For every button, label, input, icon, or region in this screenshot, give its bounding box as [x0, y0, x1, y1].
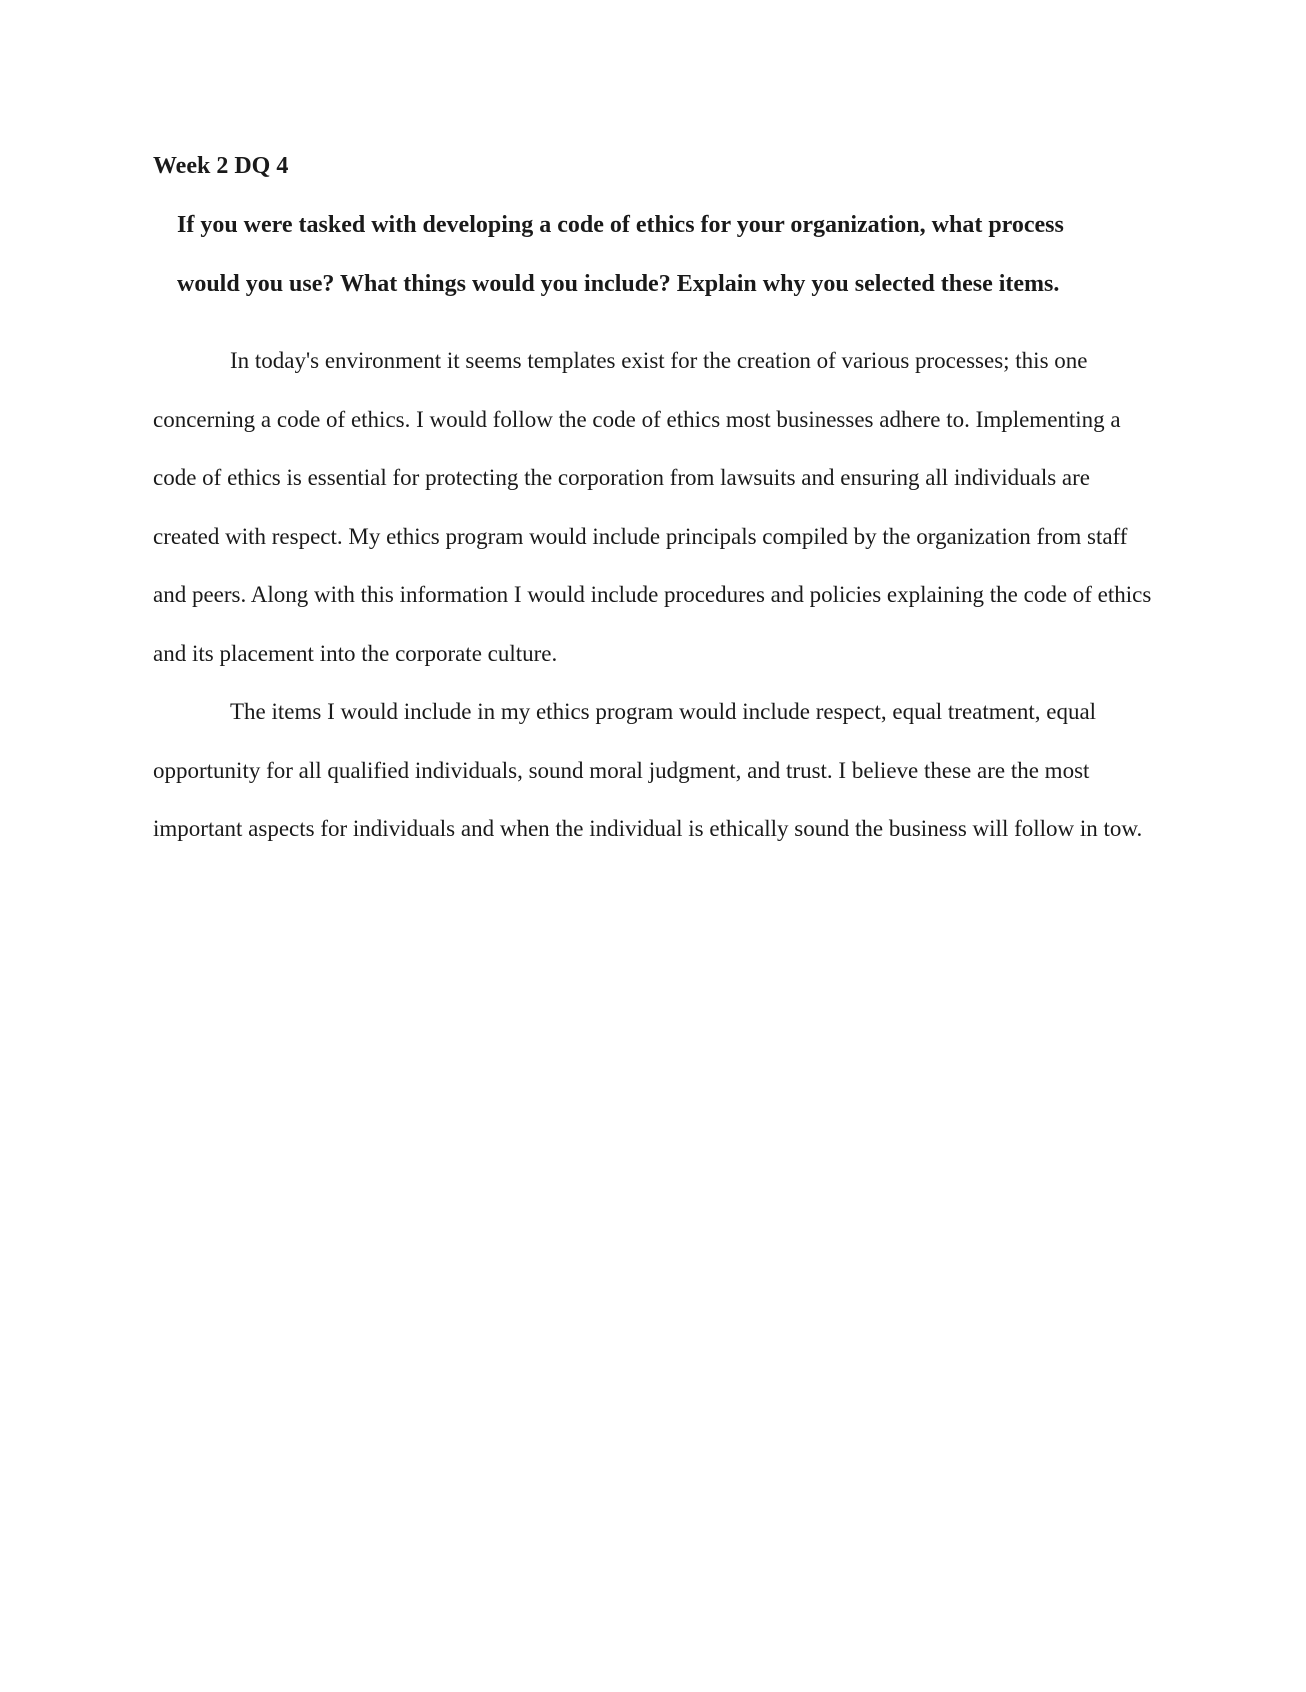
answer-paragraph-1: In today's environment it seems templates exist for the creation of various processes; this one concerning a code of ethics. I would follow the code of ethics most businesses adhere to. Implementing a code of ethics is essential for protecting the corporation from lawsuits and ensuring all individuals are created with respect. My ethics program would include principals compiled by the organization from staff and peers. Along with this information I would include procedures and policies explaining the code of ethics and its placement into the corporate culture.	[153, 348, 1152, 666]
discussion-question	[177, 196, 1117, 314]
document-heading: Week 2 DQ 4	[153, 153, 289, 179]
question-line-2: would you use? What things would you include? Explain why you selected these items.	[177, 271, 1060, 297]
document-body	[153, 150, 1153, 859]
answer-paragraph-2: The items I would include in my ethics program would include respect, equal treatment, equal opportunity for all qualified individuals, sound moral judgment, and trust. I believe these are the most important aspects for individuals and when the individual is ethically sound the business will follow in tow.	[153, 699, 1143, 841]
question-line-1: If you were tasked with developing a code of ethics for your organization, what process	[177, 212, 1064, 238]
